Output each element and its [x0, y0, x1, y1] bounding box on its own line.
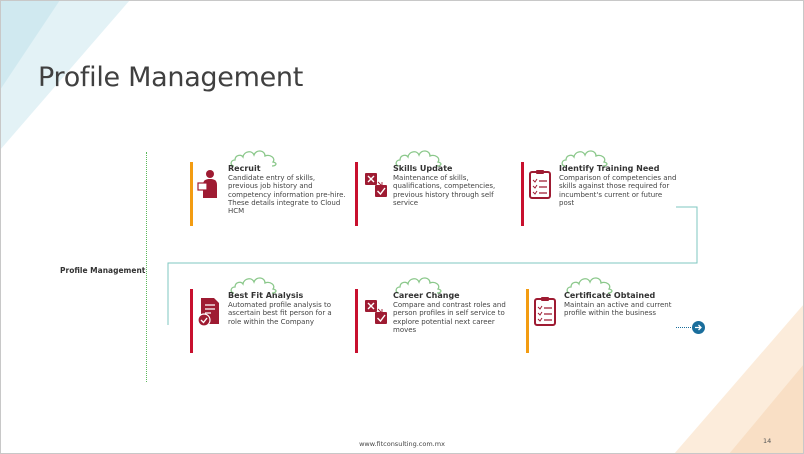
accent-bar [521, 162, 524, 226]
section-label: Profile Management [60, 266, 146, 275]
process-card-identify-training-need [521, 162, 681, 242]
person-presenting-icon [197, 169, 221, 199]
swap-check-icon [362, 296, 390, 326]
accent-bar [190, 289, 193, 353]
next-arrow-icon[interactable] [692, 321, 705, 334]
card-description: Comparison of competencies and skills against those required for incumbent's current or future post [559, 174, 677, 207]
card-description: Maintain an active and current profile within the business [564, 301, 672, 318]
card-title: Best Fit Analysis [228, 291, 304, 300]
card-title: Recruit [228, 164, 261, 173]
page-number: 14 [763, 437, 772, 445]
accent-bar [355, 162, 358, 226]
card-title: Identify Training Need [559, 164, 660, 173]
card-description: Compare and contrast roles and person profiles in self service to explore potential next career moves [393, 301, 506, 334]
process-card-recruit [190, 162, 350, 242]
process-divider-line [146, 152, 147, 382]
accent-bar [526, 289, 529, 353]
end-connector-line [676, 327, 693, 328]
accent-bar [190, 162, 193, 226]
clipboard-checklist-icon [528, 169, 552, 199]
card-description: Maintenance of skills, qualifications, competencies, previous history through self service [393, 174, 496, 207]
process-card-certificate-obtained [526, 289, 686, 369]
card-description: Automated profile analysis to ascertain best fit person for a role within the Company [228, 301, 332, 326]
card-title: Certificate Obtained [564, 291, 656, 300]
clipboard-checklist-icon [533, 296, 557, 326]
accent-bar [355, 289, 358, 353]
card-title: Skills Update [393, 164, 453, 173]
swap-check-icon [362, 169, 390, 199]
process-card-skills-update [355, 162, 515, 242]
card-description: Candidate entry of skills, previous job history and competency information pre-hire. These details integrate to Cloud HCM [228, 174, 346, 216]
process-card-best-fit-analysis [190, 289, 350, 369]
card-title: Career Change [393, 291, 460, 300]
document-check-icon [197, 296, 221, 326]
page-title: Profile Management [38, 62, 303, 93]
process-card-career-change [355, 289, 515, 369]
footer-url: www.fitconsulting.com.mx [359, 440, 445, 448]
